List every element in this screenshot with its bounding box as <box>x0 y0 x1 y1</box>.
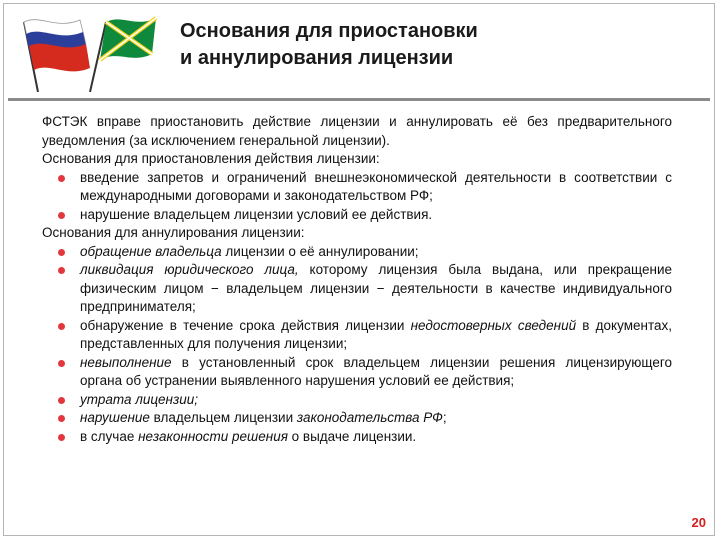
list-item: утрата лицензии; <box>42 391 672 410</box>
title-line-2: и аннулирования лицензии <box>180 47 454 69</box>
flags-emblem <box>10 12 160 92</box>
list-item: нарушение владельцем лицензии условий ее действия. <box>42 206 672 225</box>
suspension-heading: Основания для приостановления действия лицензии: <box>42 151 380 166</box>
title-divider <box>8 98 710 101</box>
slide-content <box>42 113 672 446</box>
russian-flag-icon <box>24 20 90 92</box>
customs-flag-icon <box>90 18 156 92</box>
annulment-heading: Основания для аннулирования лицензии: <box>42 225 305 240</box>
bullet-icon <box>58 267 65 274</box>
page-title <box>180 18 700 72</box>
title-line-1: Основания для приостановки <box>180 20 478 42</box>
list-item: обнаружение в течение срока действия лицензии недостоверных сведений в документах, представленных для получения лицензии; <box>42 317 672 354</box>
intro-paragraph: ФСТЭК вправе приостановить действие лицензии и аннулировать её без предварительного уведомления (за исключением генеральной лицензии). <box>42 114 672 148</box>
list-item: нарушение владельцем лицензии законодательства РФ; <box>42 409 672 428</box>
bullet-icon <box>58 434 65 441</box>
bullet-icon <box>58 360 65 367</box>
list-item: ликвидация юридического лица, которому лицензия была выдана, или прекращение физическим лицом − владельцем лицензии − деятельности в качестве индивидуального предпринимателя; <box>42 261 672 317</box>
list-item: в случае незаконности решения о выдаче лицензии. <box>42 428 672 447</box>
suspension-list <box>42 169 672 225</box>
page-number: 20 <box>691 515 706 530</box>
list-item: невыполнение в установленный срок владельцем лицензии решения лицензирующего органа об устранении выявленного нарушения условий ее действия; <box>42 354 672 391</box>
bullet-icon <box>58 397 65 404</box>
annulment-list <box>42 243 672 447</box>
bullet-icon <box>58 175 65 182</box>
bullet-icon <box>58 323 65 330</box>
bullet-icon <box>58 249 65 256</box>
bullet-icon <box>58 415 65 422</box>
list-item: обращение владельца лицензии о её аннулировании; <box>42 243 672 262</box>
bullet-icon <box>58 212 65 219</box>
list-item: введение запретов и ограничений внешнеэкономической деятельности в соответствии с международными договорами и законодательством РФ; <box>42 169 672 206</box>
